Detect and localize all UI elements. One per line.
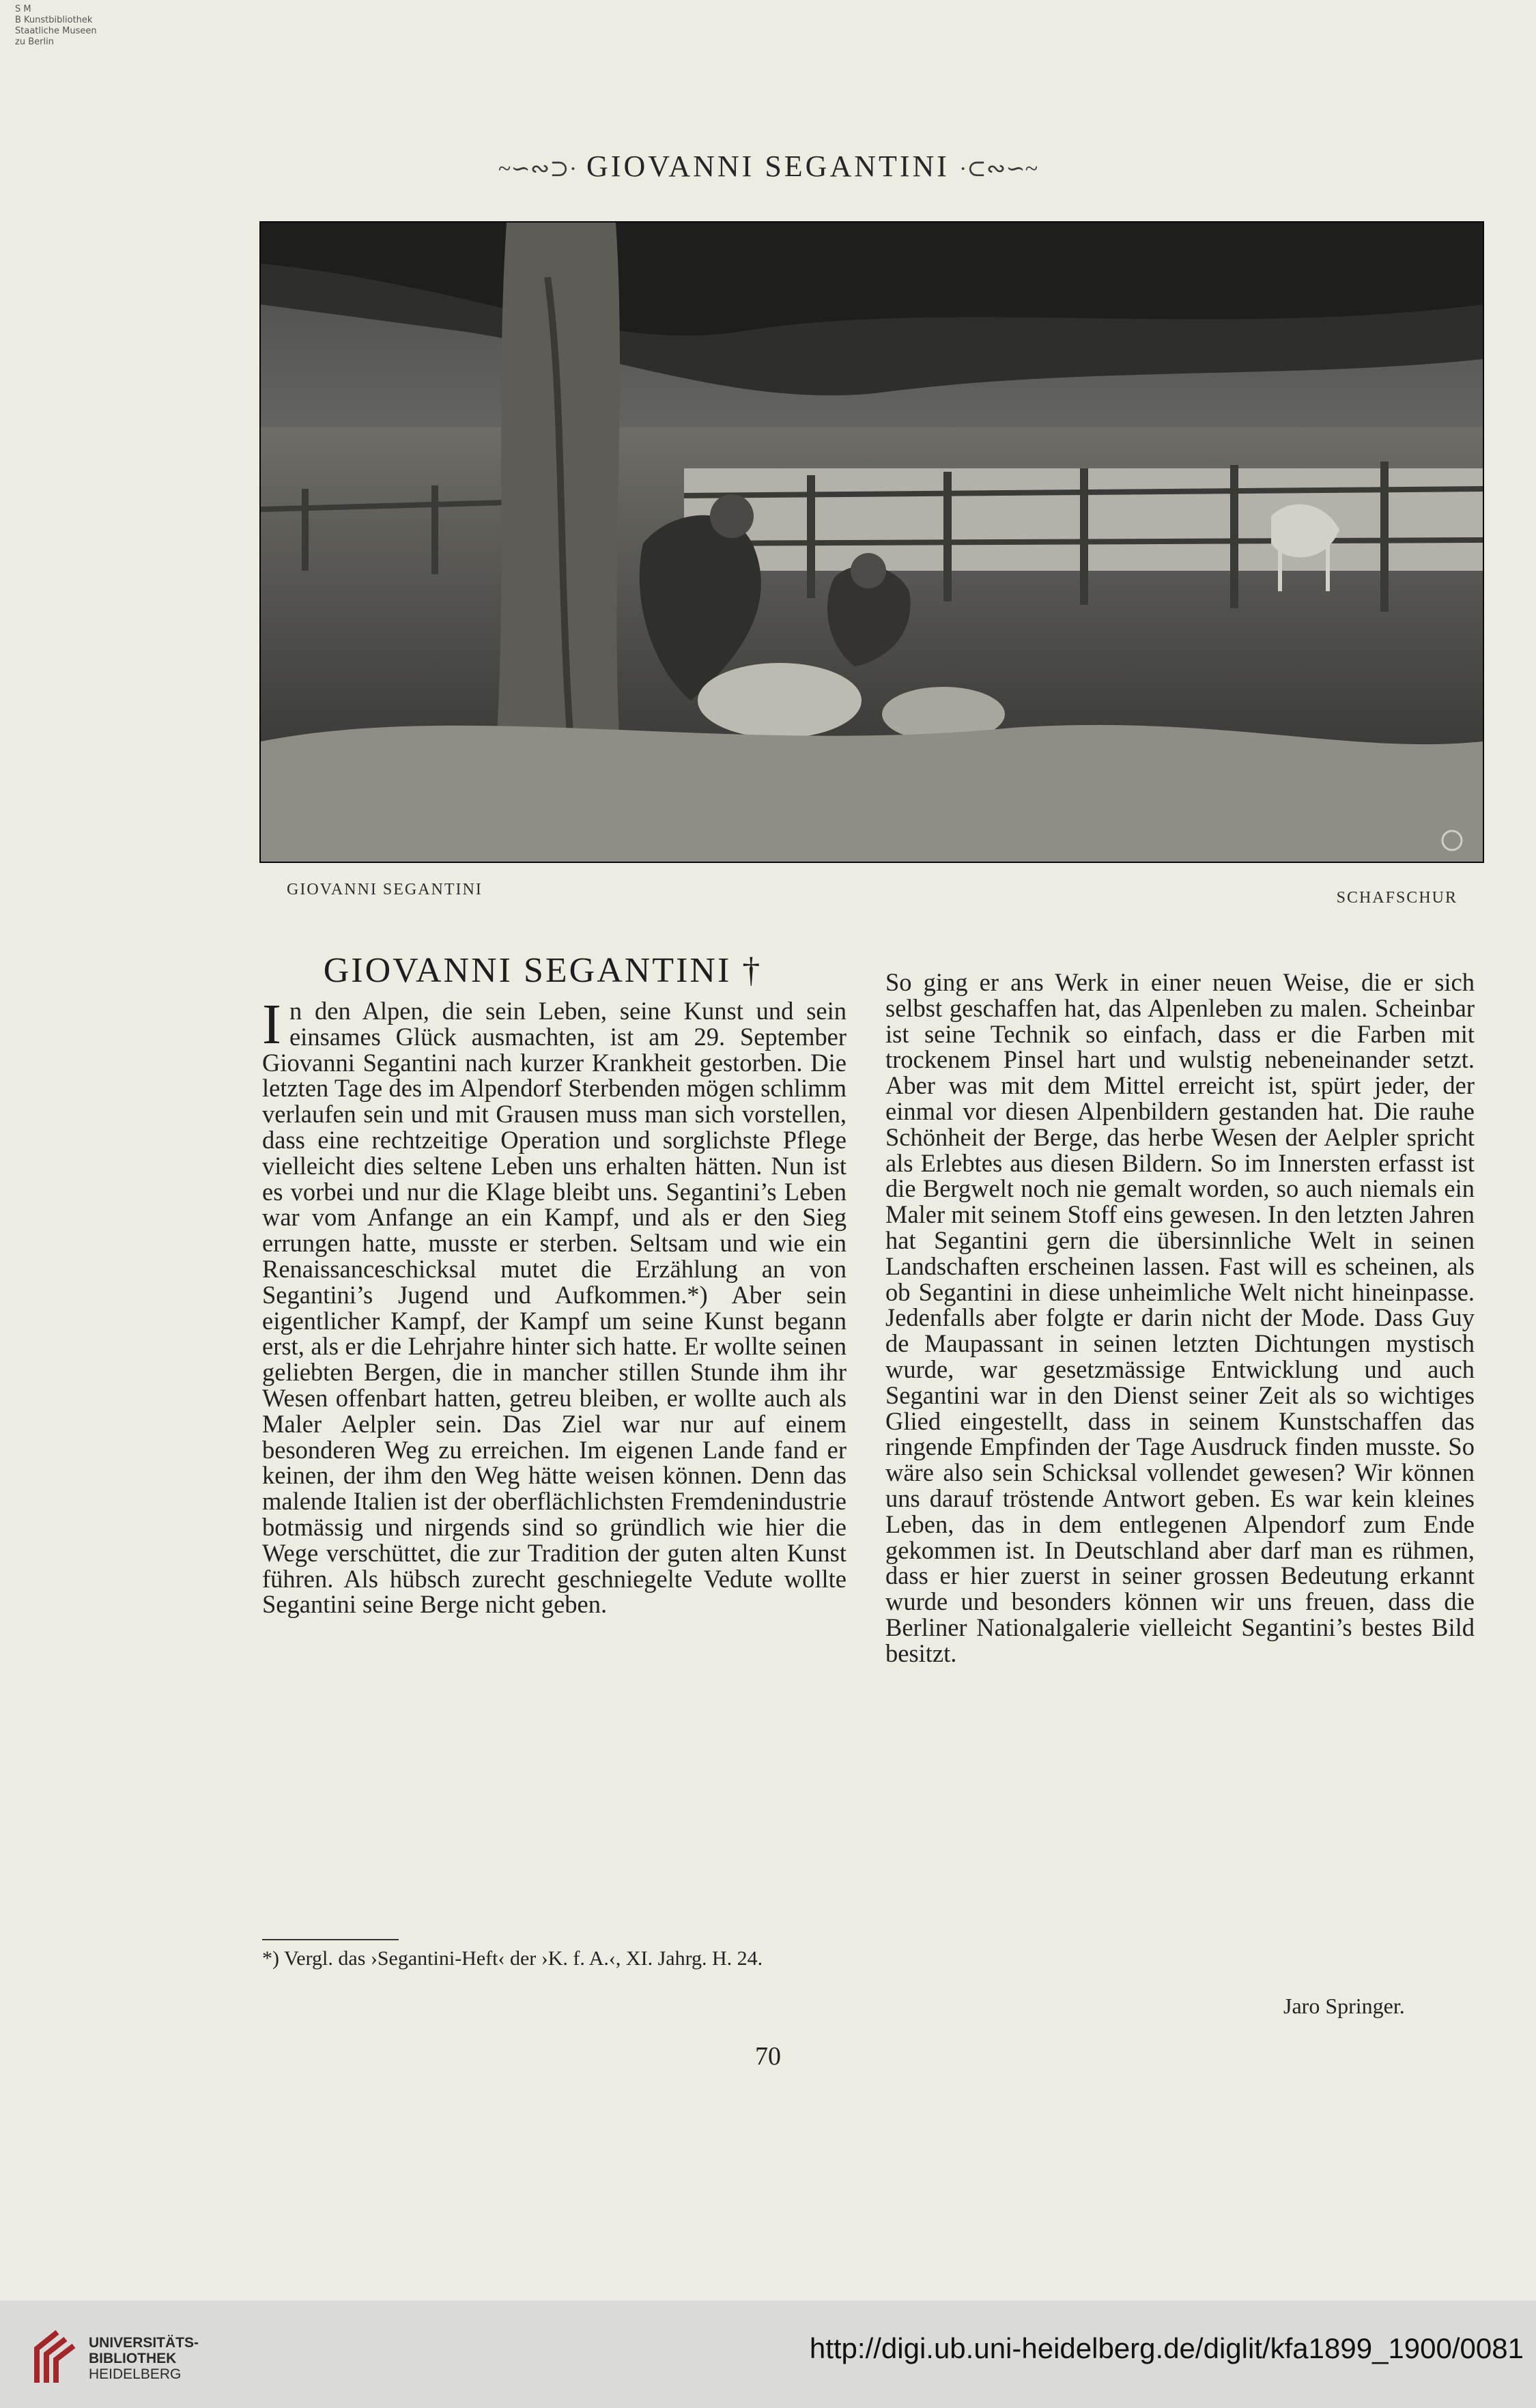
ornament-right-icon: ·⊂∾∽~ [958,156,1038,182]
running-title: GIOVANNI SEGANTINI [586,150,950,183]
logo-line: BIBLIOTHEK [89,2351,177,2366]
sheep-shearing-painting [261,223,1483,862]
logo-line: HEIDELBERG [89,2366,182,2382]
ornament-left-icon: ~∽∾⊃· [498,156,578,182]
permalink-url[interactable]: http://digi.ub.uni-heidelberg.de/diglit/kfa1899_1900/0081 [809,2332,1524,2364]
logo-line: UNIVERSITÄTS- [89,2335,199,2351]
paragraph: n den Alpen, die sein Leben, seine Kunst und sein einsames Glück ausmachten, ist am 29. September Giovanni Segantini nach kurzer Krankheit gestorben. Die letzten Tage des im Alpendorf Sterbenden mögen schlimm verlaufen sein und mit Grausen muss man sich vorstellen, dass eine rechtzeitige Operation und sorglichste Pflege vielleicht dies seltene Leben uns erhalten hätten. Nun ist es vorbei und nur die Klage bleibt uns. Segantini’s Leben war vom Anfange an ein Kampf, und als er den Sieg errungen hatte, musste er sterben. Seltsam und wie ein Renaissanceschicksal mutet die Erzählung an von Segantini’s Jugend und Aufkommen.*) Aber sein eigentlicher Kampf, der Kampf um seine Kunst begann erst, als er die Lehrjahre hinter sich hatte. Er wollte seinen geliebten Bergen, die in mancher stillen Stunde ihm ihr Wesen offenbart hatten, getreu bleiben, er wollte auch als Maler Aelpler sein. Das Ziel war nur auf einem besonderen Weg zu erreichen. Im eigenen Lande fand er keinen, der ihm den Weg hätte weisen können. Denn das malende Italien ist der oberflächlichsten Fremdenindustrie botmässig und nirgends sind so gründlich wie hier die Wege verschüttet, die zur Tradition der guten alten Kunst führen. Als hübsch zurecht geschniegelte Vedute wollte Segantini seine Berge nicht geben. [262,997,847,1619]
paragraph: So ging er ans Werk in einer neuen Weise, die er sich selbst geschaffen hat, das Alpenleben zu malen. Scheinbar ist seine Technik so einfach, dass er die Farben mit trockenem Pinsel hart und wulstig nebeneinander setzt. Aber was mit dem Mittel erreicht ist, spürt jeder, der einmal vor diesen Alpenbildern gestanden hat. Die rauhe Schönheit der Berge, das herbe Wesen der Aelpler spricht als Erlebtes aus diesen Bildern. So im Innersten erfasst ist die Bergwelt noch nie gemalt worden, so auch niemals ein Maler mit seinem Stoff eins gewesen. In den letzten Jahren hat Segantini gern die übersinnliche Welt in seinen Landschaften erscheinen lassen. Fast will es scheinen, als ob Segantini in diese unheimliche Welt nicht hineinpasse. Jedenfalls aber folgte er darin nicht der Mode. Dass Guy de Maupassant in seinen letzten Dichtungen mystisch wurde, war gesetzmässige Entwicklung und auch Segantini war in den Dienst seiner Zeit als so wichtiges Glied eingestellt, dass in seinem Kunstschaffen das ringende Empfinden der Tage Ausdruck finden musste. So wäre also sein Schicksal vollendet gewesen? Wir können uns darauf tröstende Antwort geben. Es war kein kleines Leben, das in dem entlegenen Alpendorf zum Ende gekommen ist. In Deutschland aber darf man es rühmen, dass er hier zuerst in seiner grossen Bedeutung erkannt wurde und besonders können wir uns freuen, dass die Berliner Nationalgalerie vielleicht Segantini’s bestes Bild besitzt. [885,968,1475,1667]
painting-plate [259,221,1484,863]
university-library-logo-text[interactable] [89,2335,199,2382]
footnote-rule [262,1939,399,1940]
stamp-line: zu Berlin [15,37,54,47]
author-signature: Jaro Springer. [1283,1994,1405,2018]
plate-caption-artist: GIOVANNI SEGANTINI [287,881,483,898]
footnote: *) Vergl. das ›Segantini-Heft‹ der ›K. f. A.‹, XI. Jahrg. H. 24. [262,1947,763,1970]
left-column [262,993,847,1619]
library-stamp [15,4,97,48]
university-library-logo-icon[interactable] [30,2328,81,2385]
article-title: GIOVANNI SEGANTINI † [323,951,763,990]
drop-cap: I [262,993,281,1056]
running-header [0,149,1536,184]
stamp-line: S M [15,4,31,14]
page-number: 70 [755,2042,781,2071]
stamp-line: Staatliche Museen [15,26,97,36]
right-column [885,969,1475,1667]
plate-caption-title: SCHAFSCHUR [1336,889,1457,907]
stamp-line: B Kunstbibliothek [15,15,93,25]
